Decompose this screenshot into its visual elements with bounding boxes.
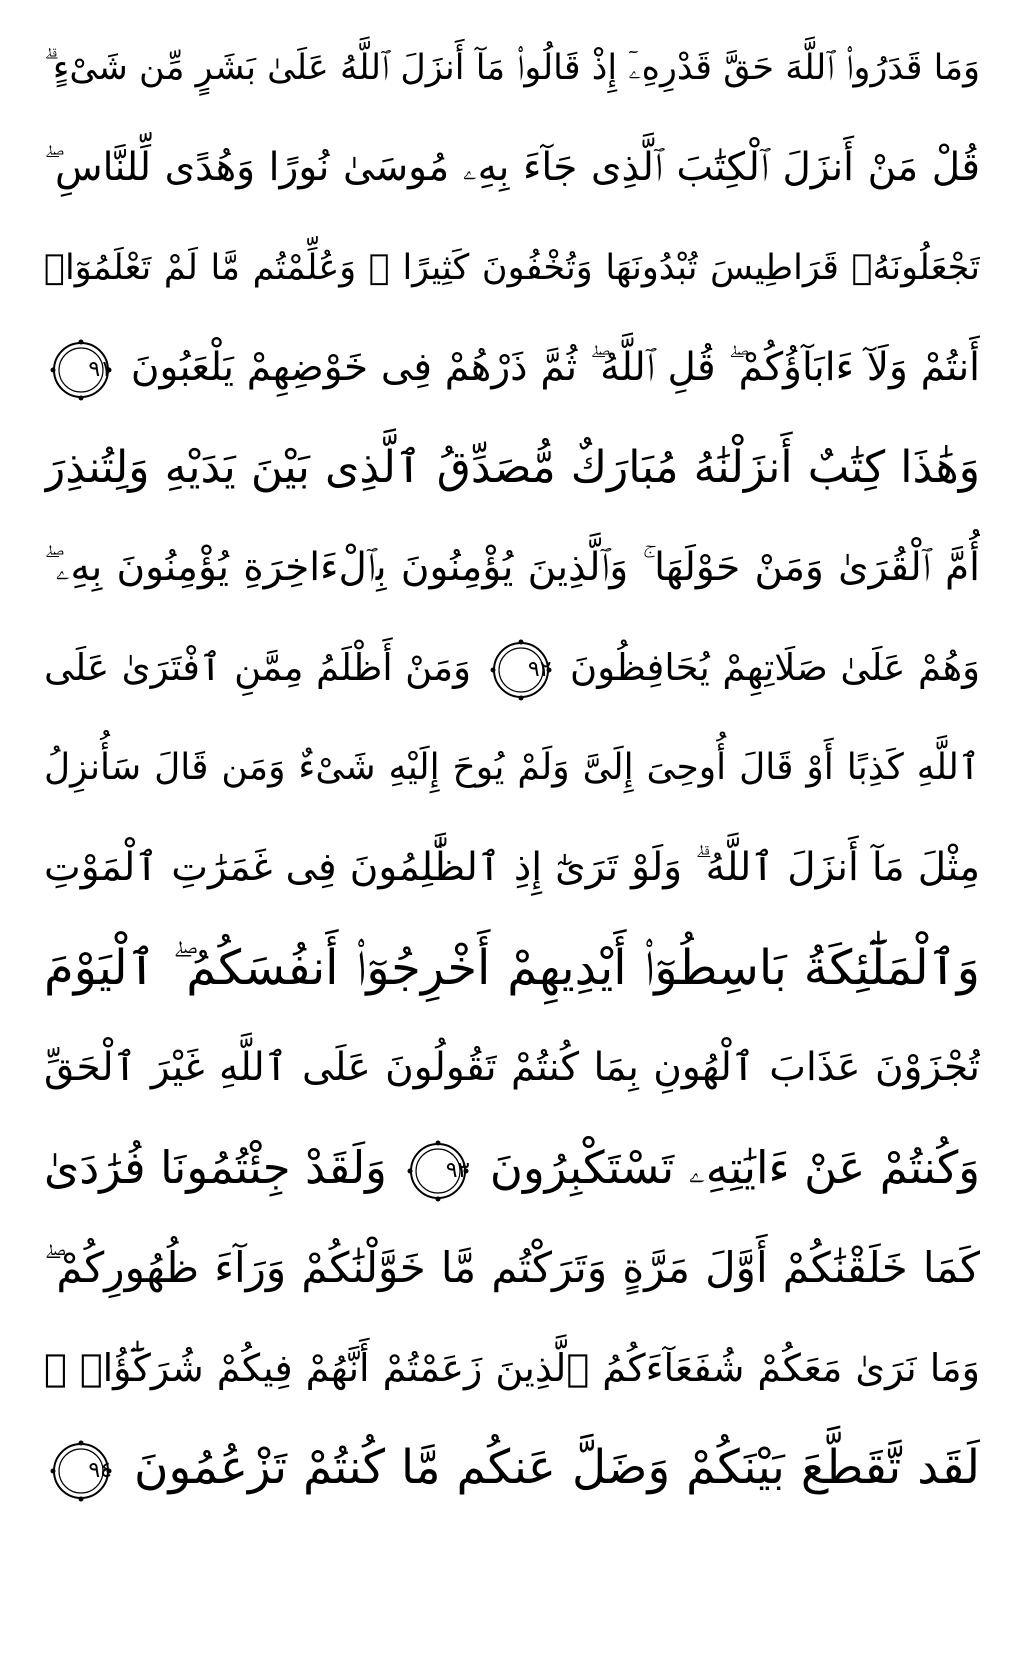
verse-number-93: ٩٣: [445, 1158, 470, 1183]
line-14-text: وَمَا نَرَىٰ مَعَكُمْ شُفَعَآءَكُمُ ٱلَّذِينَ زَعَمْتُمْ أَنَّهُمْ فِيكُمْ شُرَكَٰٓؤُا۟ ۚ: [44, 1346, 980, 1390]
text-line-10: [44, 920, 980, 1016]
text-line-11: [44, 1020, 980, 1116]
text-line-8: [44, 720, 980, 816]
verse-end-marker-94: [50, 1440, 112, 1502]
line-10-text: وَٱلْمَلَٰٓئِكَةُ بَاسِطُوٓا۟ أَيْدِيهِمْ أَخْرِجُوٓا۟ أَنفُسَكُمُ ۖ ٱلْيَوْمَ: [44, 940, 980, 996]
line-3-text: تَجْعَلُونَهُۥ قَرَاطِيسَ تُبْدُونَهَا وَتُخْفُونَ كَثِيرًا ۖ وَعُلِّمْتُم مَّا لَمْ تَعْلَمُوٓا۟: [44, 248, 980, 288]
text-line-12: [44, 1120, 980, 1216]
verse-end-marker-92: [490, 639, 552, 701]
text-line-7: [44, 620, 980, 716]
verse-end-marker-91: [50, 339, 112, 401]
line-12-text-a: وَكُنتُمْ عَنْ ءَايَٰتِهِۦ تَسْتَكْبِرُونَ: [489, 1141, 980, 1194]
text-line-4: [44, 320, 980, 416]
verse-number-91: ٩١: [88, 356, 112, 382]
line-15-text: لَقَد تَّقَطَّعَ بَيْنَكُمْ وَضَلَّ عَنكُم مَّا كُنتُمْ تَزْعُمُونَ: [134, 1440, 980, 1495]
text-line-13: [44, 1220, 980, 1316]
text-line-1: [44, 20, 980, 116]
text-line-14: [44, 1320, 980, 1416]
verse-end-marker-93: [407, 1140, 469, 1202]
mushaf-page: [44, 10, 980, 1646]
line-6-text: أُمَّ ٱلْقُرَىٰ وَمَنْ حَوْلَهَا ۚ وَٱلَّذِينَ يُؤْمِنُونَ بِٱلْءَاخِرَةِ يُؤْمِنُونَ بِهِۦ ۖ: [44, 545, 980, 590]
line-5-text: وَهَٰذَا كِتَٰبٌ أَنزَلْنَٰهُ مُبَارَكٌ مُّصَدِّقُ ٱلَّذِى بَيْنَ يَدَيْهِ وَلِتُنذِرَ: [44, 442, 980, 493]
text-line-5: [44, 420, 980, 516]
text-line-15: [44, 1420, 980, 1516]
text-line-2: [44, 120, 980, 216]
line-13-text: كَمَا خَلَقْنَٰكُمْ أَوَّلَ مَرَّةٍ وَتَرَكْتُم مَّا خَوَّلْنَٰكُمْ وَرَآءَ ظُهُورِكُمْ ۖ: [44, 1243, 980, 1292]
verse-number-92: ٩٢: [527, 656, 552, 682]
text-line-9: [44, 820, 980, 916]
line-12-text-b: وَلَقَدْ جِئْتُمُونَا فُرَٰدَىٰ: [44, 1141, 387, 1194]
line-2-text: قُلْ مَنْ أَنزَلَ ٱلْكِتَٰبَ ٱلَّذِى جَآءَ بِهِۦ مُوسَىٰ نُورًا وَهُدًى لِّلنَّاسِ ۖ: [44, 145, 980, 190]
line-7-text-a: وَهُمْ عَلَىٰ صَلَاتِهِمْ يُحَافِظُونَ: [570, 646, 980, 689]
line-8-text: ٱللَّهِ كَذِبًا أَوْ قَالَ أُوحِىَ إِلَىَّ وَلَمْ يُوحَ إِلَيْهِ شَىْءٌ وَمَن قَالَ سَأُنزِلُ: [44, 747, 980, 788]
line-9-text: مِثْلَ مَآ أَنزَلَ ٱللَّهُ ۗ وَلَوْ تَرَىٰٓ إِذِ ٱلظَّٰلِمُونَ فِى غَمَرَٰتِ ٱلْمَوْتِ: [44, 845, 980, 890]
text-line-3: [44, 220, 980, 316]
line-7-text-b: وَمَنْ أَظْلَمُ مِمَّنِ ٱفْتَرَىٰ عَلَى: [44, 646, 471, 689]
text-line-6: [44, 520, 980, 616]
line-11-text: تُجْزَوْنَ عَذَابَ ٱلْهُونِ بِمَا كُنتُمْ تَقُولُونَ عَلَى ٱللَّهِ غَيْرَ ٱلْحَقِّ: [44, 1045, 980, 1090]
line-1-text: وَمَا قَدَرُوا۟ ٱللَّهَ حَقَّ قَدْرِهِۦٓ إِذْ قَالُوا۟ مَآ أَنزَلَ ٱللَّهُ عَلَىٰ بَشَرٍ مِّن شَىْءٍ ۗ: [44, 48, 980, 88]
line-4-text: أَنتُمْ وَلَآ ءَابَآؤُكُمْ ۖ قُلِ ٱللَّهُ ۖ ثُمَّ ذَرْهُمْ فِى خَوْضِهِمْ يَلْعَبُونَ: [130, 345, 980, 390]
verse-number-94: ٩٤: [88, 1457, 112, 1483]
